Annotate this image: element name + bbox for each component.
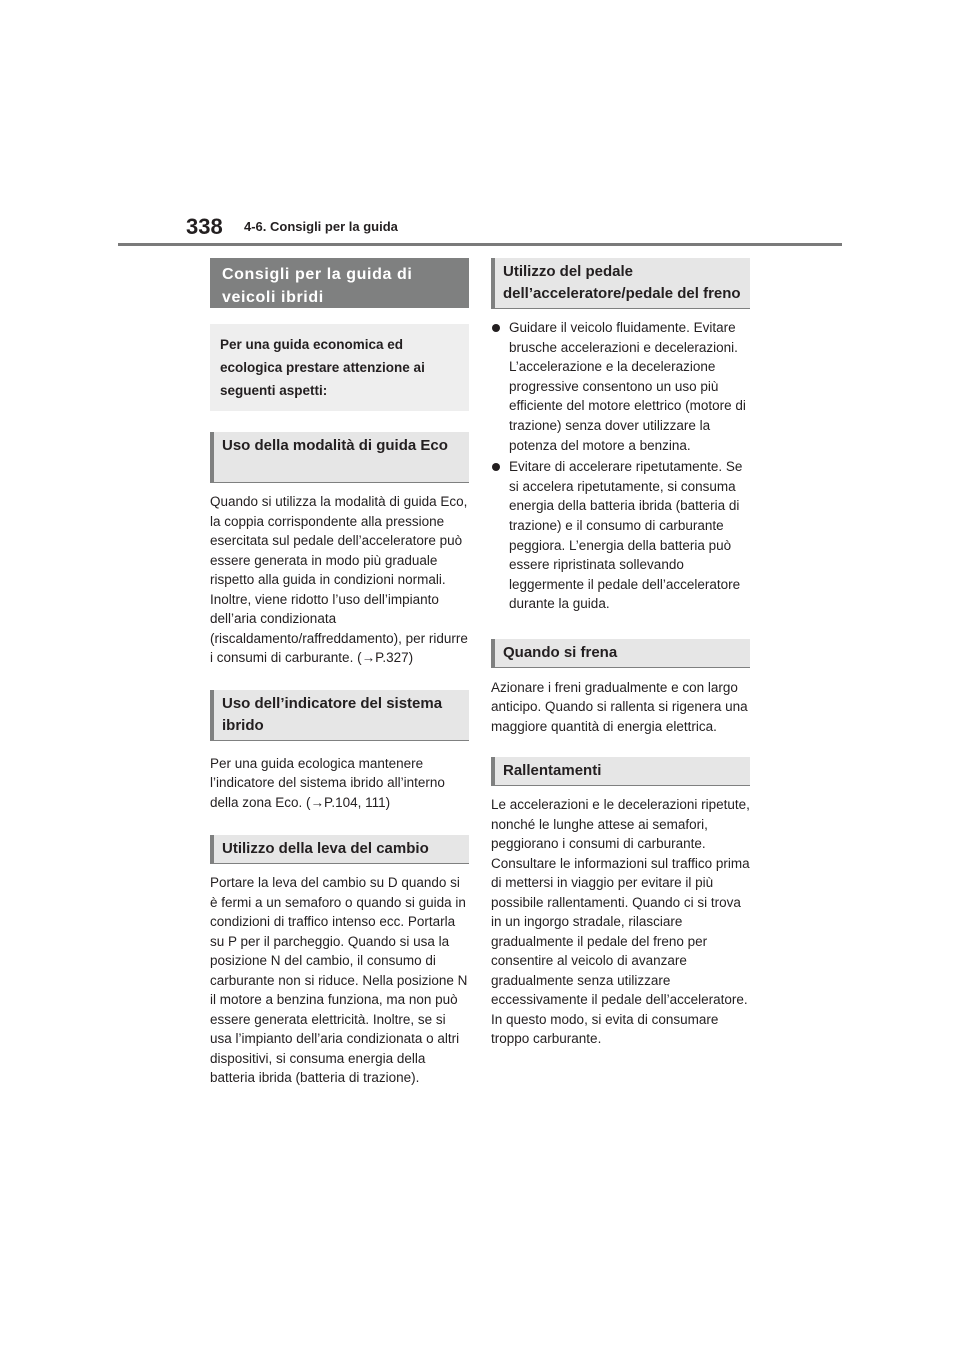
eco-mode-heading: Uso della modalità di guida Eco	[210, 432, 469, 483]
shift-lever-heading: Utilizzo della leva del cambio	[210, 835, 469, 864]
braking-text: Azionare i freni gradualmente e con largo anticipo. Quando si rallenta si rigenera una maggiore quantità di energia elettrica.	[491, 679, 748, 734]
right-column	[491, 258, 750, 1049]
pedal-heading: Utilizzo del pedale dell’acceleratore/pedale del freno	[491, 258, 750, 309]
page-number: 338	[186, 214, 223, 239]
header-divider	[118, 243, 842, 246]
bullet-icon	[492, 324, 500, 332]
intro-box: Per una guida economica ed ecologica prestare attenzione ai seguenti aspetti:	[210, 324, 469, 411]
list-item-text: Evitare di accelerare ripetutamente. Se si accelera ripetutamente, si consuma energia della batteria ibrida (batteria di trazione) e il consumo di carburante peggiora. L’energia della batteria può essere ripristinata sollevando leggermente il pedale dell’acceleratore durante la guida.	[509, 459, 743, 612]
bullet-icon	[492, 463, 500, 471]
braking-heading: Quando si frena	[491, 639, 750, 668]
left-column	[210, 258, 469, 1088]
eco-mode-text: Quando si utilizza la modalità di guida Eco, la coppia corrispondente alla pressione esercitata sul pedale dell’acceleratore può essere generata in modo più graduale rispetto alla guida in condizioni normali. Inoltre, viene ridotto l’uso dell’impianto dell’aria condizionata (riscaldamento/raffreddamento), per ridurre i consumi di carburante. (→P.327)	[210, 494, 468, 665]
shift-lever-text: Portare la leva del cambio su D quando si è fermi a un semaforo o quando si guida in condizioni di traffico intenso ecc. Portarla su P per il parcheggio. Quando si usa la posizione N del cambio, il consumo di carburante non si riduce. Nella posizione N il motore a benzina funziona, ma non può essere generata elettricità. Inoltre, se si usa l’impianto dell’aria condizionata o altri dispositivi, si consuma energia della batteria ibrida (batteria di trazione).	[210, 875, 468, 1085]
main-heading: Consigli per la guida di veicoli ibridi	[210, 258, 469, 308]
slowdowns-heading: Rallentamenti	[491, 757, 750, 786]
list-item	[491, 318, 750, 455]
section-title: 4-6. Consigli per la guida	[244, 219, 398, 234]
slowdowns-text: Le accelerazioni e le decelerazioni ripetute, nonché le lunghe attese ai semafori, peggiorano i consumi di carburante. Consultare le informazioni sul traffico prima di mettersi in viaggio per evitare il più possibile rallentamenti. Quando ci si trova in un ingorgo stradale, rilasciare gradualmente il pedale del freno per consentire al veicolo di avanzare gradualmente senza utilizzare eccessivamente il pedale dell’acceleratore. In questo modo, si evita di consumare troppo carburante.	[491, 797, 750, 1047]
list-item-text: Guidare il veicolo fluidamente. Evitare brusche accelerazioni e decelerazioni. L’accelerazione e la decelerazione progressive consentono un uso più efficiente del motore elettrico (motore di trazione) senza dover utilizzare la potenza del motore a benzina.	[509, 320, 746, 453]
hybrid-indicator-text: Per una guida ecologica mantenere l’indicatore del sistema ibrido all’interno della zona Eco. (→P.104, 111)	[210, 755, 445, 810]
hybrid-indicator-heading: Uso dell’indicatore del sistema ibrido	[210, 690, 469, 741]
list-item	[491, 457, 750, 614]
